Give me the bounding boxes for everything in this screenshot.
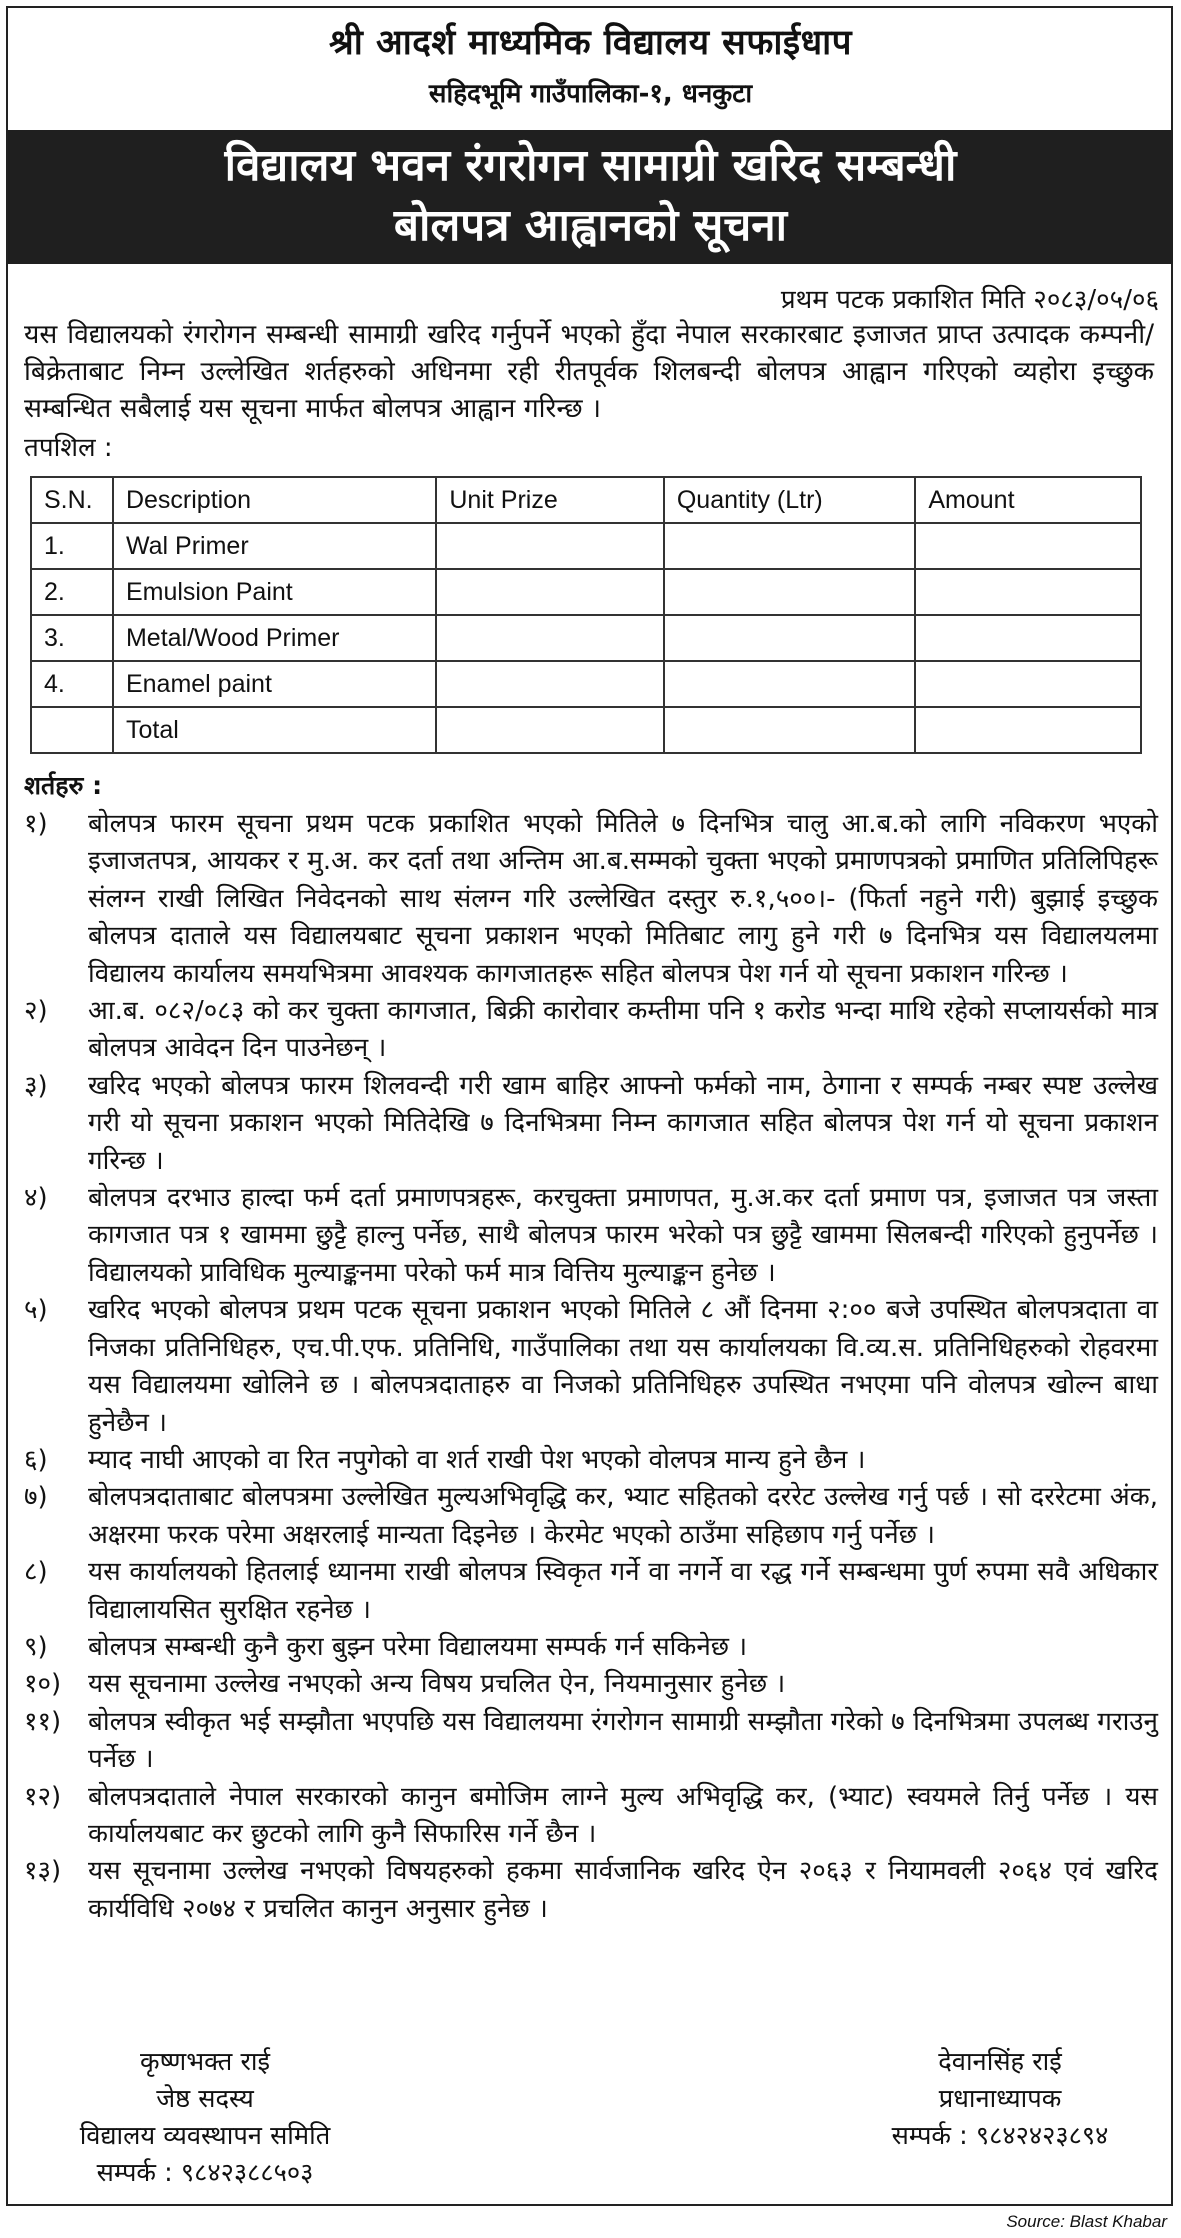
header-description: Description <box>113 477 436 523</box>
cell-amount <box>915 661 1141 707</box>
condition-item <box>24 1068 1158 1180</box>
table-row <box>31 523 1141 569</box>
signatory-left-name: कृष्णभक्त राई <box>139 2047 271 2077</box>
header-sn: S.N. <box>31 477 113 523</box>
condition-item <box>24 1629 1158 1666</box>
condition-text: यस सूचनामा उल्लेख नभएको विषयहरुको हकमा सार्वजानिक खरिद ऐन २०६३ र नियामवली २०६४ एवं खरिद कार्यविधि २०७४ र प्रचलित कानुन अनुसार हुनेछ । <box>88 1856 1158 1924</box>
condition-number: ५) <box>24 1295 48 1326</box>
intro-paragraph: यस विद्यालयको रंगरोगन सम्बन्धी सामाग्री खरिद गर्नुपर्ने भएको हुँदा नेपाल सरकारबाट इजाजत प्राप्त उत्पादक कम्पनी/बिक्रेताबाट निम्न उल्लेखित शर्तहरुको अधिनमा रही रीतपूर्वक शिलबन्दी बोलपत्र आह्वान गरिएको व्यहोरा इच्छुक सम्बन्धित सबैलाई यस सूचना मार्फत बोलपत्र आह्वान गरिन्छ । <box>24 319 1154 424</box>
signatory-left-org: विद्यालय व्यवस्थापन समिति <box>79 2121 331 2151</box>
conditions-title: शर्तहरु : <box>24 771 103 800</box>
items-table <box>30 476 1142 754</box>
cell-unit-prize <box>436 569 663 615</box>
publish-date: प्रथम पटक प्रकाशित मिति २०८३/०५/०६ <box>780 285 1159 315</box>
source-credit: Source: Blast Khabar <box>1006 2212 1167 2231</box>
signatory-right-contact: सम्पर्क : ९८४२४२३८९४ <box>891 2121 1109 2151</box>
condition-number: १२) <box>24 1781 62 1812</box>
cell-description: Emulsion Paint <box>113 569 436 615</box>
condition-number: १०) <box>24 1669 62 1700</box>
condition-item <box>24 1442 1158 1479</box>
cell-sn: 4. <box>31 661 113 707</box>
cell-sn: 3. <box>31 615 113 661</box>
condition-item <box>24 1554 1158 1629</box>
condition-text: आ.ब. ०८२/०८३ को कर चुक्ता कागजात, बिक्री कारोवार कम्तीमा पनि १ करोड भन्दा माथि रहेको सप्लायर्सको मात्र बोलपत्र आवेदन दिन पाउनेछन् । <box>88 996 1158 1064</box>
condition-text: बोलपत्र दरभाउ हाल्दा फर्म दर्ता प्रमाणपत्रहरू, करचुक्ता प्रमाणपत, मु.अ.कर दर्ता प्रमाण पत्र, इजाजत पत्र जस्ता कागजात पत्र १ खाममा छुट्टै हाल्नु पर्नेछ, साथै बोलपत्र फारम भरेको पत्र छुट्टै खाममा सिलबन्दी गरिएको हुनुपर्नेछ । विद्यालयको प्राविधिक मुल्याङ्कनमा परेको फर्म मात्र वित्तिय मुल्याङ्कन हुनेछ । <box>88 1183 1158 1288</box>
notice-title-line-2: बोलपत्र आह्वानको सूचना <box>393 200 788 251</box>
details-label: तपशिल : <box>24 433 113 463</box>
signatory-right-name: देवानसिंह राई <box>938 2047 1062 2077</box>
table-total-row <box>31 707 1141 753</box>
cell-unit-prize <box>436 707 663 753</box>
cell-sn <box>31 707 113 753</box>
condition-text: बोलपत्र सम्बन्धी कुनै कुरा बुझ्न परेमा विद्यालयमा सम्पर्क गर्न सकिनेछ । <box>88 1631 748 1662</box>
condition-text: यस कार्यालयको हितलाई ध्यानमा राखी बोलपत्र स्विकृत गर्ने वा नगर्ने वा रद्ध गर्ने सम्बन्धमा पुर्ण रुपमा सवै अधिकार विद्यालायसित सुरक्षित रहनेछ । <box>88 1557 1158 1625</box>
cell-quantity <box>664 661 916 707</box>
cell-unit-prize <box>436 523 663 569</box>
cell-quantity <box>664 569 916 615</box>
condition-text: म्याद नाघी आएको वा रित नपुगेको वा शर्त राखी पेश भएको वोलपत्र मान्य हुने छैन । <box>88 1444 866 1475</box>
cell-quantity <box>664 615 916 661</box>
signatory-left-title: जेष्ठ सदस्य <box>156 2084 254 2114</box>
cell-quantity <box>664 523 916 569</box>
condition-number: ९) <box>24 1631 48 1662</box>
condition-number: ४) <box>24 1183 48 1214</box>
cell-amount <box>915 569 1141 615</box>
cell-amount <box>915 615 1141 661</box>
table-row <box>31 661 1141 707</box>
cell-unit-prize <box>436 615 663 661</box>
condition-number: ८) <box>24 1557 48 1588</box>
condition-text: खरिद भएको बोलपत्र प्रथम पटक सूचना प्रकाशन भएको मितिले ८ औं दिनमा २:०० बजे उपस्थित बोलपत्रदाता वा निजका प्रतिनिधिहरु, एच.पी.एफ. प्रतिनिधि, गाउँपालिका तथा यस कार्यालयका वि.व्य.स. प्रतिनिधिहरुको रोहवरमा यस विद्यालयमा खोलिने छ । बोलपत्रदाताहरु वा निजको प्रतिनिधिहरु उपस्थित नभएमा पनि वोलपत्र खोल्न बाधा हुनेछैन । <box>88 1295 1158 1438</box>
header-quantity: Quantity (Ltr) <box>664 477 916 523</box>
notice-title-banner <box>8 130 1173 264</box>
condition-item <box>24 1666 1158 1703</box>
cell-unit-prize <box>436 661 663 707</box>
condition-item <box>24 1292 1158 1442</box>
signatory-left <box>40 2044 370 2192</box>
condition-item <box>24 1479 1158 1554</box>
table-row <box>31 569 1141 615</box>
cell-description: Metal/Wood Primer <box>113 615 436 661</box>
condition-item <box>24 1779 1158 1854</box>
cell-description: Wal Primer <box>113 523 436 569</box>
condition-text: बोलपत्र स्वीकृत भई सम्झौता भएपछि यस विद्यालयमा रंगरोगन सामाग्री सम्झौता गरेको ७ दिनभित्रमा उपलब्ध गराउनु पर्नेछ । <box>88 1706 1158 1775</box>
condition-number: ३) <box>24 1070 48 1101</box>
condition-number: १३) <box>24 1856 62 1887</box>
school-address: सहिदभूमि गाउँपालिका-१, धनकुटा <box>428 79 753 109</box>
school-name: श्री आदर्श माध्यमिक विद्यालय सफाईधाप <box>328 23 853 63</box>
table-row <box>31 615 1141 661</box>
condition-text: बोलपत्रदाताबाट बोलपत्रमा उल्लेखित मुल्यअभिवृद्धि कर, भ्याट सहितको दररेट उल्लेख गर्नु पर्छ । सो दररेटमा अंक, अक्षरमा फरक परेमा अक्षरलाई मान्यता दिइनेछ । केरमेट भएको ठाउँमा सहिछाप गर्नु पर्नेछ । <box>88 1482 1158 1550</box>
cell-amount <box>915 707 1141 753</box>
signatory-right <box>820 2044 1180 2155</box>
condition-number: ११) <box>24 1706 62 1737</box>
condition-item <box>24 1704 1158 1779</box>
condition-text: बोलपत्र फारम सूचना प्रथम पटक प्रकाशित भएको मितिले ७ दिनभित्र चालु आ.ब.को लागि नविकरण भएको इजाजतपत्र, आयकर र मु.अ. कर दर्ता तथा अन्तिम आ.ब.सम्मको चुक्ता भएको प्रमाणपत्रको प्रमाणित प्रतिलिपिहरू संलग्न राखी लिखित निवेदनको साथ संलग्न गरि उल्लेखित दस्तुर रु.१,५००।- (फिर्ता नहुने गरी) बुझाई इच्छुक बोलपत्र दाताले यस विद्यालयबाट सूचना प्रकाशन भएको मितिबाट लागु हुने गरी ७ दिनभित्र यस विद्यालयलमा विद्यालय कार्यालय समयभित्रमा आवश्यक कागजातहरू सहित बोलपत्र पेश गर्न यो सूचना प्रकाशन गरिन्छ । <box>88 809 1158 989</box>
condition-number: १) <box>24 809 48 839</box>
signatory-right-title: प्रधानाध्यापक <box>938 2084 1062 2114</box>
table-header-row <box>31 477 1141 523</box>
condition-item <box>24 806 1158 993</box>
signatory-left-contact: सम्पर्क : ९८४२३८८५०३ <box>96 2158 314 2188</box>
condition-text: खरिद भएको बोलपत्र फारम शिलवन्दी गरी खाम बाहिर आफ्नो फर्मको नाम, ठेगाना र सम्पर्क नम्बर स्पष्ट उल्लेख गरी यो सूचना प्रकाशन भएको मितिदेखि ७ दिनभित्रमा निम्न कागजात सहित बोलपत्र पेश गर्न यो सूचना प्रकाशन गरिन्छ । <box>88 1070 1158 1176</box>
condition-text: यस सूचनामा उल्लेख नभएको अन्य विषय प्रचलित ऐन, नियमानुसार हुनेछ । <box>88 1669 786 1700</box>
cell-amount <box>915 523 1141 569</box>
cell-sn: 2. <box>31 569 113 615</box>
conditions-list <box>24 806 1158 1928</box>
condition-text: बोलपत्रदाताले नेपाल सरकारको कानुन बमोजिम लाग्ने मुल्य अभिवृद्धि कर, (भ्याट) स्वयमले तिर्नु पर्नेछ । यस कार्यालयबाट कर छुटको लागि कुनै सिफारिस गर्ने छैन । <box>88 1781 1158 1849</box>
condition-number: २) <box>24 996 48 1027</box>
condition-number: ६) <box>24 1444 48 1475</box>
condition-item <box>24 993 1158 1068</box>
cell-quantity <box>664 707 916 753</box>
notice-title-line-1: विद्यालय भवन रंगरोगन सामाग्री खरिद सम्बन्धी <box>224 140 957 191</box>
cell-total-label: Total <box>113 707 436 753</box>
cell-sn: 1. <box>31 523 113 569</box>
condition-number: ७) <box>24 1482 48 1513</box>
condition-item <box>24 1180 1158 1292</box>
header-amount: Amount <box>915 477 1141 523</box>
cell-description: Enamel paint <box>113 661 436 707</box>
condition-item <box>24 1853 1158 1928</box>
header-unit-prize: Unit Prize <box>436 477 663 523</box>
